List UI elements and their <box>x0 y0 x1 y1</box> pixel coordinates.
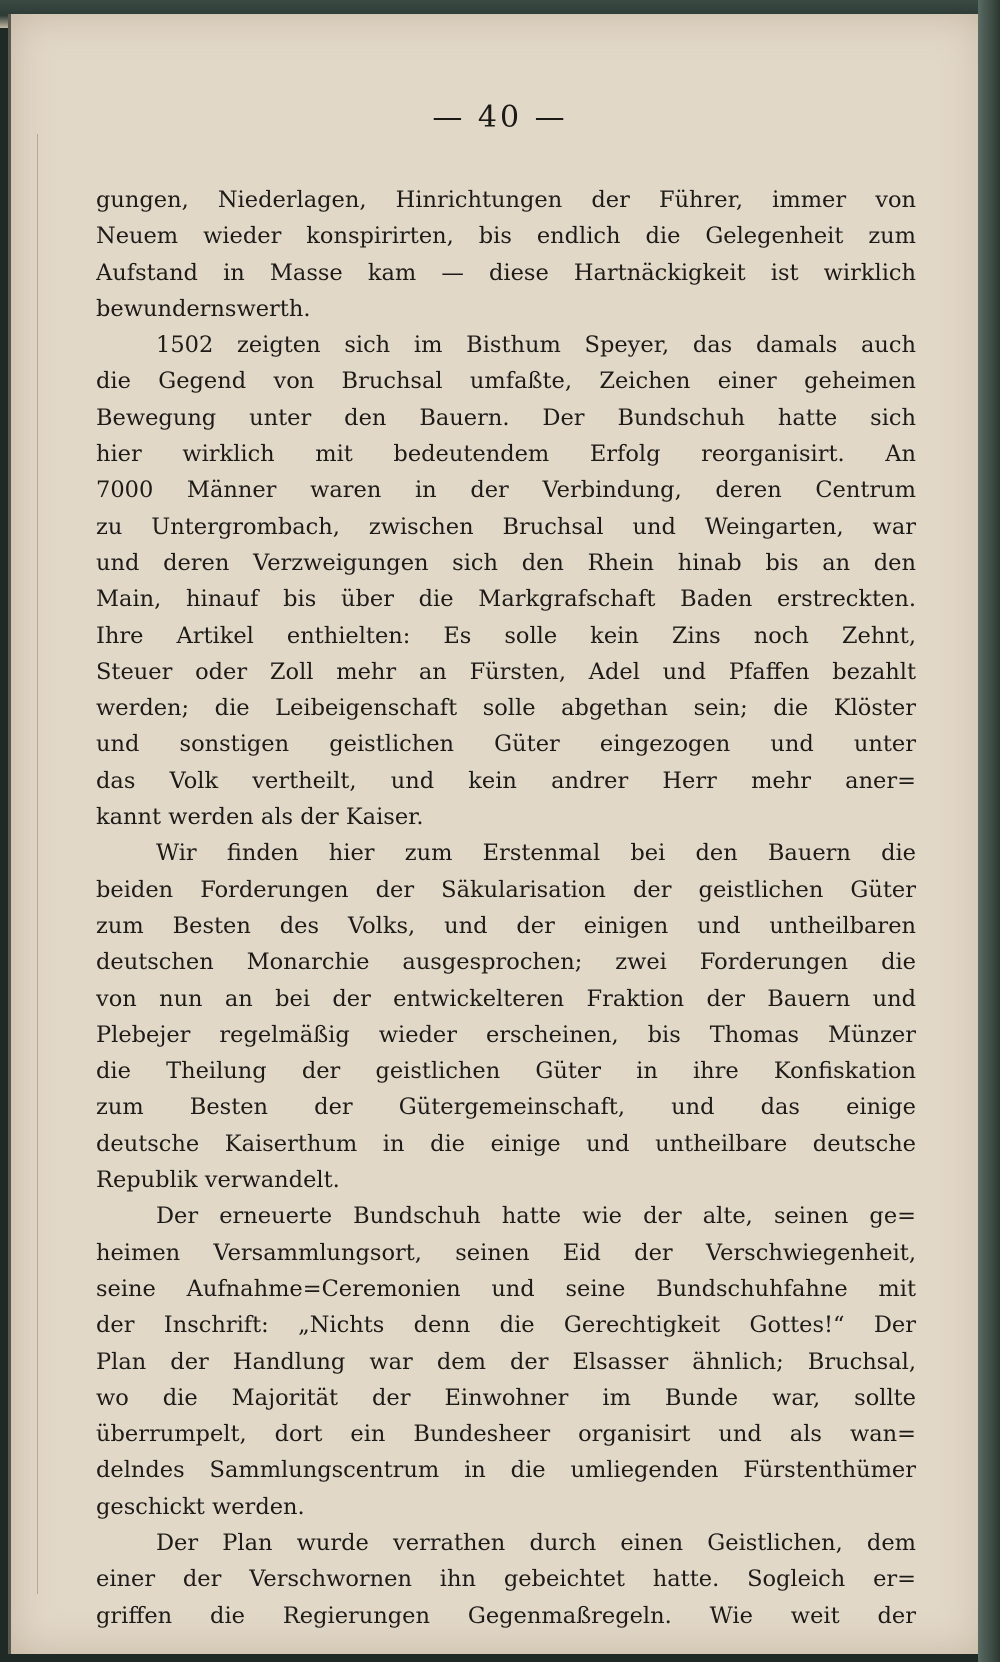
text-line: und sonstigen geistlichen Güter eingezogen und unter <box>96 731 916 758</box>
text-line: deutsche Kaiserthum in die einige und untheilbare deutsche <box>96 1130 916 1157</box>
text-line: Plebejer regelmäßig wieder erscheinen, bis Thomas Münzer <box>96 1021 916 1048</box>
text-line: zum Besten des Volks, und der einigen und untheilbaren <box>96 912 916 939</box>
text-line: Main, hinauf bis über die Markgrafschaft Baden erstreckten. <box>96 586 916 613</box>
text-line: das Volk vertheilt, und kein andrer Herr mehr aner= <box>96 767 916 794</box>
text-line: 7000 Männer waren in der Verbindung, deren Centrum <box>96 477 916 504</box>
paragraph <box>96 1198 916 1525</box>
text-line: Republik verwandelt. <box>96 1167 340 1194</box>
text-line: von nun an bei der entwickelteren Fraktion der Bauern und <box>96 985 916 1012</box>
text-line: Der erneuerte Bundschuh hatte wie der alte, seinen ge= <box>156 1203 916 1230</box>
text-line: Aufstand in Masse kam — diese Hartnäckigkeit ist wirklich <box>96 259 916 286</box>
text-line: die Theilung der geistlichen Güter in ihre Konfiskation <box>96 1058 916 1085</box>
text-line: und deren Verzweigungen sich den Rhein hinab bis an den <box>96 549 916 576</box>
text-line: griffen die Regierungen Gegenmaßregeln. Wie weit der <box>96 1602 916 1629</box>
text-line: überrumpelt, dort ein Bundesheer organisirt und als wan= <box>96 1421 916 1448</box>
text-line: werden; die Leibeigenschaft solle abgethan sein; die Klöster <box>96 695 916 722</box>
text-line: geschickt werden. <box>96 1493 305 1520</box>
text-line: zum Besten der Gütergemeinschaft, und das einige <box>96 1094 916 1121</box>
text-line: Plan der Handlung war dem der Elsasser ähnlich; Bruchsal, <box>96 1348 916 1375</box>
text-line: zu Untergrombach, zwischen Bruchsal und Weingarten, war <box>96 513 916 540</box>
text-line: Ihre Artikel enthielten: Es solle kein Zins noch Zehnt, <box>96 622 916 649</box>
text-line: 1502 zeigten sich im Bisthum Speyer, das damals auch <box>156 332 916 359</box>
body-text <box>96 182 916 1634</box>
text-line: delndes Sammlungscentrum in die umliegenden Fürstenthümer <box>96 1457 916 1484</box>
paragraph <box>96 182 916 327</box>
paragraph <box>96 327 916 835</box>
text-line: kannt werden als der Kaiser. <box>96 804 424 831</box>
text-line: seine Aufnahme=Ceremonien und seine Bundschuhfahne mit <box>96 1275 916 1302</box>
text-line: deutschen Monarchie ausgesprochen; zwei Forderungen die <box>96 949 916 976</box>
text-line: Der Plan wurde verrathen durch einen Geistlichen, dem <box>156 1529 916 1556</box>
text-line: der Inschrift: „Nichts denn die Gerechtigkeit Gottes!“ Der <box>96 1312 916 1339</box>
text-line: einer der Verschwornen ihn gebeichtet hatte. Sogleich er= <box>96 1566 916 1593</box>
text-line: hier wirklich mit bedeutendem Erfolg reorganisirt. An <box>96 441 916 468</box>
page-number: — 40 — <box>432 100 568 135</box>
book-binding-edge <box>978 0 1000 1662</box>
text-line: die Gegend von Bruchsal umfaßte, Zeichen einer geheimen <box>96 368 916 395</box>
text-line: Wir finden hier zum Erstenmal bei den Bauern die <box>156 840 916 867</box>
gutter-shadow <box>37 134 38 1594</box>
text-line: Neuem wieder konspirirten, bis endlich die Gelegenheit zum <box>96 223 916 250</box>
text-line: heimen Versammlungsort, seinen Eid der Verschwiegenheit, <box>96 1239 916 1266</box>
text-line: gungen, Niederlagen, Hinrichtungen der Führer, immer von <box>96 187 916 213</box>
text-line: Bewegung unter den Bauern. Der Bundschuh hatte sich <box>96 404 916 431</box>
text-line: wo die Majorität der Einwohner im Bunde war, sollte <box>96 1384 916 1411</box>
paragraph <box>96 1525 916 1634</box>
text-line: beiden Forderungen der Säkularisation der geistlichen Güter <box>96 876 916 903</box>
text-line: bewundernswerth. <box>96 295 311 322</box>
paragraph <box>96 835 916 1198</box>
text-line: Steuer oder Zoll mehr an Fürsten, Adel und Pfaffen bezahlt <box>96 658 916 685</box>
